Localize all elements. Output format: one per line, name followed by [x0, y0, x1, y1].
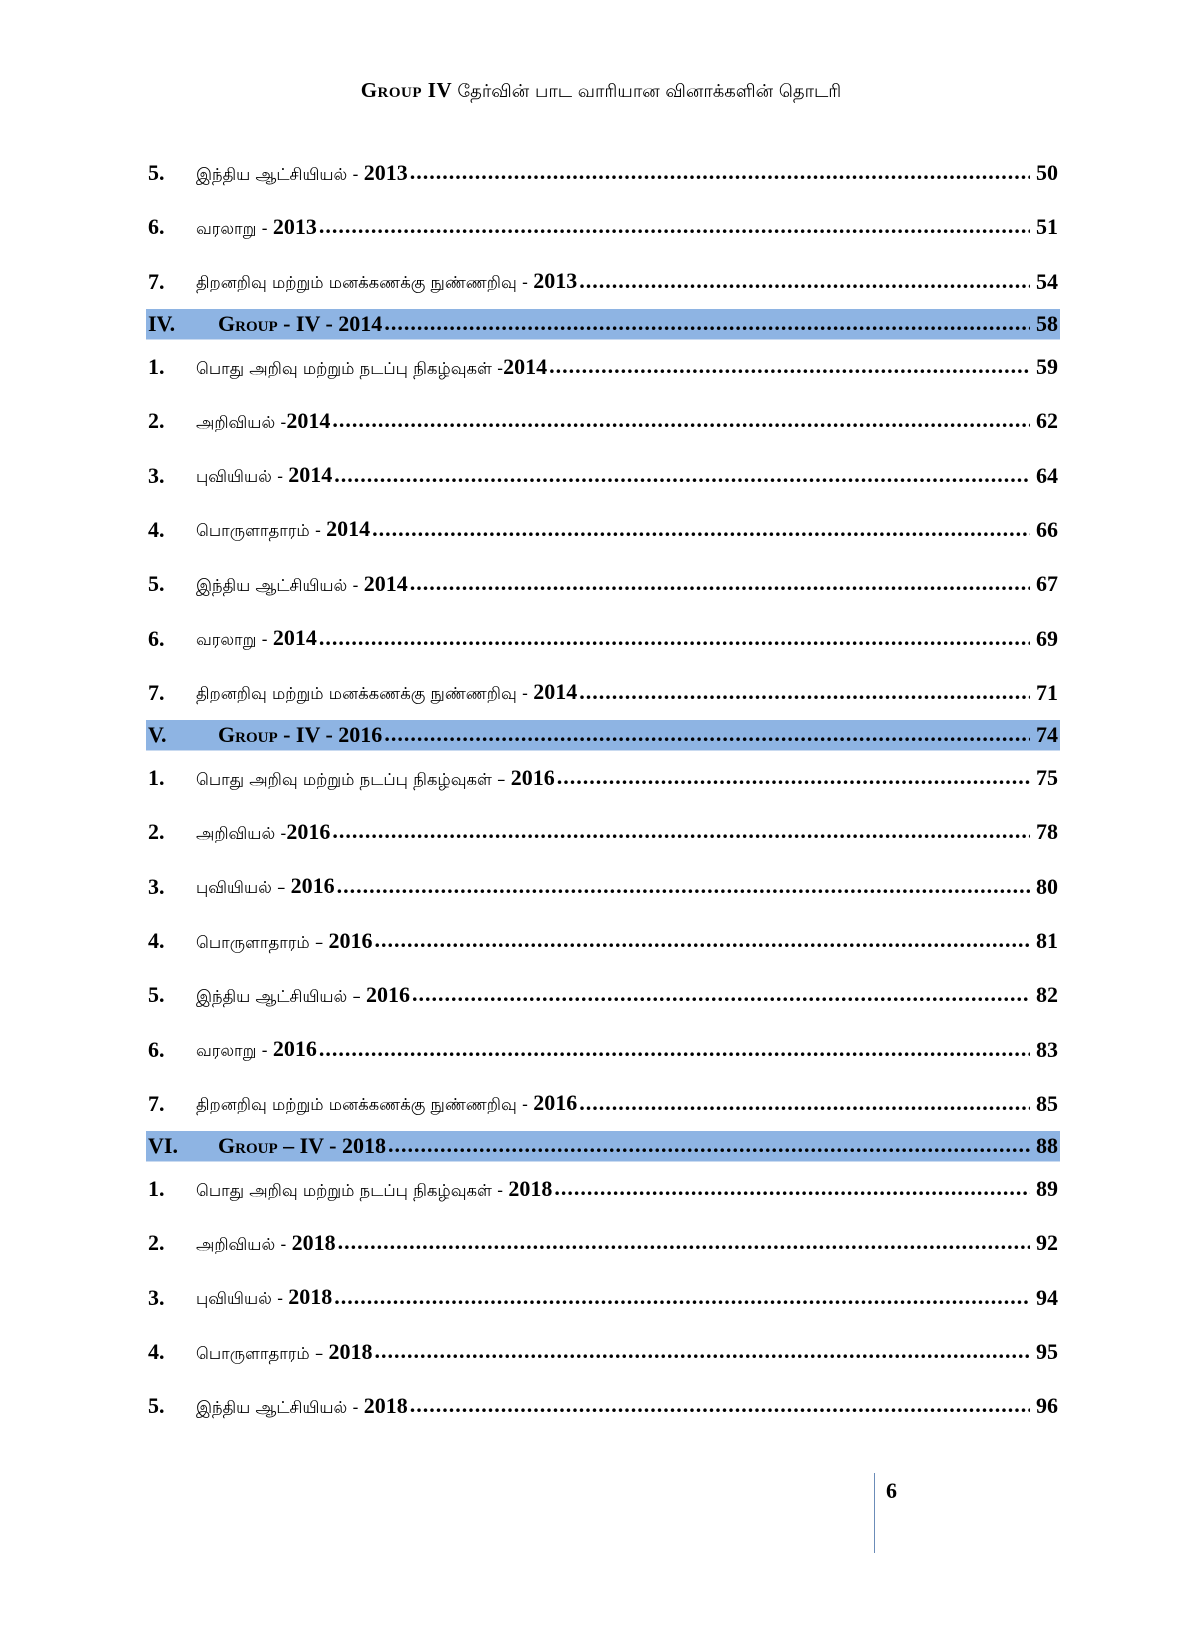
toc-entry-row[interactable] [148, 557, 1058, 611]
toc-number: 7. [148, 679, 165, 705]
toc-title-tamil: பொருளாதாரம் - [196, 521, 327, 541]
toc-number: 3. [148, 873, 165, 899]
toc-entry-row[interactable] [148, 1325, 1058, 1379]
toc-number: 5. [148, 1393, 165, 1419]
toc-title [196, 819, 330, 846]
toc-title [196, 408, 330, 435]
toc-number: IV. [148, 310, 176, 336]
toc-page-number: 78 [1036, 819, 1058, 845]
dot-leader [334, 1284, 1030, 1310]
dot-leader [579, 268, 1030, 294]
toc-title-tamil: புவியியல் - [196, 1289, 289, 1309]
toc-title-year: 2018 [508, 1175, 553, 1201]
toc-title [196, 160, 408, 187]
toc-title-year: 2016 [328, 927, 373, 953]
dot-leader [554, 1175, 1030, 1201]
toc-title-tamil: இந்திய ஆட்சியியல் - [196, 575, 364, 595]
toc-page-number: 95 [1036, 1339, 1058, 1365]
toc-page-number: 88 [1036, 1133, 1058, 1159]
toc-title [196, 354, 547, 381]
toc-title-year: 2014 [363, 570, 408, 596]
header-title-en: Group IV [360, 78, 453, 102]
toc-entry-row[interactable] [148, 146, 1058, 200]
header-title-ta: தேர்வின் பாட வாரியான வினாக்களின் தொடரி [457, 81, 842, 102]
toc-title-year: 2013 [272, 213, 317, 239]
toc-number: 6. [148, 214, 165, 240]
toc-title [196, 1393, 408, 1420]
toc-title-year: 2016 [272, 1036, 317, 1062]
toc-page-number: 62 [1036, 408, 1058, 434]
toc-page-number: 94 [1036, 1284, 1058, 1310]
toc-page-number: 81 [1036, 928, 1058, 953]
toc-title-tamil: இந்திய ஆட்சியியல் – [196, 986, 366, 1006]
dot-leader [384, 721, 1030, 747]
toc-entry-row[interactable] [148, 751, 1058, 805]
toc-entry-row[interactable] [148, 860, 1058, 914]
toc-page-number: 80 [1036, 873, 1058, 899]
toc-page-number: 92 [1036, 1230, 1058, 1256]
toc-title [218, 722, 382, 748]
toc-number: 6. [148, 1036, 165, 1062]
toc-title-tamil: வரலாறு - [196, 1041, 273, 1061]
toc-title [196, 625, 317, 652]
toc-title-tamil: பொருளாதாரம் – [196, 1343, 329, 1363]
toc-title [196, 571, 408, 598]
toc-number: 7. [148, 1090, 165, 1116]
toc-page-number: 71 [1036, 679, 1058, 705]
toc-page-number: 83 [1036, 1036, 1058, 1062]
toc-entry-row[interactable] [148, 1022, 1058, 1076]
toc-page-number: 74 [1036, 721, 1058, 747]
toc-page-number: 50 [1036, 160, 1058, 186]
toc-title-year: Group - IV - 2014 [218, 310, 383, 336]
toc-title-tamil: வரலாறு - [196, 218, 273, 238]
toc-number: 5. [148, 160, 165, 186]
toc-entry-row[interactable] [148, 1379, 1058, 1433]
toc-page-number: 85 [1036, 1090, 1058, 1116]
dot-leader [410, 1392, 1030, 1418]
dot-leader [334, 462, 1030, 488]
toc-title-tamil: திறனறிவு மற்றும் மனக்கணக்கு நுண்ணறிவு - [196, 273, 534, 293]
toc-title-tamil: இந்திய ஆட்சியியல் - [196, 164, 364, 184]
toc-title-year: 2016 [286, 818, 331, 844]
toc-title [196, 765, 555, 792]
toc-title-tamil: திறனறிவு மற்றும் மனக்கணக்கு நுண்ணறிவு - [196, 684, 534, 704]
toc-page-number: 75 [1036, 765, 1058, 791]
dot-leader [338, 1229, 1030, 1255]
toc-page-number: 96 [1036, 1393, 1058, 1419]
toc-entry-row[interactable] [148, 255, 1058, 309]
toc-entry-row[interactable] [148, 1162, 1058, 1216]
toc-title-year: 2016 [366, 981, 410, 1007]
toc-title [196, 516, 370, 543]
toc-entry-row[interactable] [148, 448, 1058, 502]
toc-title-year: 2014 [533, 679, 578, 705]
toc-number: 7. [148, 268, 165, 294]
toc-title-year: Group – IV - 2018 [218, 1133, 386, 1159]
toc-title [196, 982, 410, 1009]
toc-page-number: 89 [1036, 1176, 1058, 1202]
dot-leader [410, 159, 1030, 185]
toc-page-number: 51 [1036, 214, 1058, 240]
toc-title-tamil: திறனறிவு மற்றும் மனக்கணக்கு நுண்ணறிவு - [196, 1095, 534, 1115]
page-header [0, 78, 1202, 104]
toc-title-year: 2014 [286, 407, 331, 433]
toc-title-year: 2018 [328, 1338, 373, 1364]
toc-number: 3. [148, 462, 165, 488]
toc-entry-row[interactable] [148, 200, 1058, 254]
toc-number: 5. [148, 571, 165, 597]
toc-number: 1. [148, 354, 165, 380]
toc-title-tamil: புவியியல் – [196, 878, 291, 898]
toc-entry-row[interactable] [148, 666, 1058, 720]
toc-title-tamil: இந்திய ஆட்சியியல் - [196, 1397, 364, 1417]
toc-number: 5. [148, 982, 165, 1008]
toc-entry-row[interactable] [148, 503, 1058, 557]
dot-leader [319, 1036, 1030, 1062]
toc-section-row[interactable] [146, 309, 1060, 340]
toc-entry-row[interactable] [148, 394, 1058, 448]
toc-title-year: 2016 [290, 873, 335, 899]
toc-title-year: 2018 [363, 1392, 408, 1418]
dot-leader [579, 679, 1030, 705]
toc-number: V. [148, 721, 167, 747]
toc-page-number: 58 [1036, 310, 1058, 336]
toc-title [196, 214, 317, 241]
toc-number: 4. [148, 516, 165, 542]
dot-leader [557, 764, 1030, 790]
dot-leader [332, 818, 1030, 844]
toc-title-year: 2013 [363, 159, 408, 185]
toc-title-year: 2018 [288, 1284, 333, 1310]
page-number: 6 [886, 1478, 897, 1503]
toc-entry-row[interactable] [148, 968, 1058, 1022]
toc-title [218, 1133, 386, 1159]
dot-leader [319, 625, 1030, 651]
dot-leader [410, 570, 1030, 596]
toc-number: 3. [148, 1284, 165, 1310]
dot-leader [579, 1090, 1030, 1116]
dot-leader [332, 407, 1030, 433]
toc-title-tamil: புவியியல் - [196, 467, 289, 487]
toc-title-year: 2014 [326, 516, 371, 542]
toc-title-year: 2016 [533, 1090, 578, 1116]
dot-leader [337, 873, 1030, 899]
toc-title-year: 2014 [272, 625, 317, 651]
dot-leader [384, 310, 1030, 336]
toc-title-year: 2018 [291, 1229, 336, 1255]
toc-page-number: 82 [1036, 982, 1058, 1008]
toc-title [196, 873, 335, 900]
toc-page-number: 54 [1036, 268, 1058, 294]
toc-title [196, 1284, 332, 1311]
dot-leader [374, 1338, 1030, 1364]
toc-title-tamil: பொது அறிவு மற்றும் நடப்பு நிகழ்வுகள் - [196, 1180, 509, 1200]
dot-leader [374, 927, 1030, 953]
footer-divider [874, 1473, 875, 1553]
toc-title [196, 1090, 577, 1117]
toc-title-year: Group - IV - 2016 [218, 721, 383, 747]
toc-section-row[interactable] [146, 1131, 1060, 1162]
toc-title [196, 1036, 317, 1063]
toc-page-number: 64 [1036, 462, 1058, 488]
toc-page-number: 66 [1036, 516, 1058, 542]
toc-entry-row[interactable] [148, 805, 1058, 859]
toc-entry-row[interactable] [148, 1077, 1058, 1131]
toc-number: 1. [148, 1176, 165, 1202]
toc-title [218, 311, 382, 337]
toc-page-number: 59 [1036, 354, 1058, 380]
toc-section-row[interactable] [146, 720, 1060, 751]
toc-title-year: 2014 [503, 353, 548, 379]
toc-number: 4. [148, 1339, 165, 1365]
toc-title-tamil: பொது அறிவு மற்றும் நடப்பு நிகழ்வுகள் – [196, 769, 511, 789]
toc-title-tamil: அறிவியல் - [196, 1234, 292, 1254]
dot-leader [372, 516, 1030, 542]
dot-leader [412, 981, 1030, 1007]
toc-entry-row[interactable] [148, 914, 1058, 968]
dot-leader [549, 353, 1030, 379]
toc-title [196, 1339, 372, 1366]
toc-title [196, 1176, 552, 1203]
toc-number: 2. [148, 1230, 165, 1256]
dot-leader [388, 1132, 1030, 1158]
toc-page-number: 69 [1036, 625, 1058, 651]
toc-title [196, 268, 577, 295]
toc-page-number: 67 [1036, 571, 1058, 597]
toc-number: VI. [148, 1133, 178, 1159]
toc-entry-row[interactable] [148, 611, 1058, 665]
toc-title [196, 1230, 336, 1257]
toc-number: 2. [148, 819, 165, 845]
toc-number: 2. [148, 408, 165, 434]
toc-entry-row[interactable] [148, 1216, 1058, 1270]
toc-title [196, 679, 577, 706]
dot-leader [319, 213, 1030, 239]
toc-title-tamil: அறிவியல் - [196, 412, 287, 432]
table-of-contents [148, 146, 1058, 1434]
toc-title-year: 2016 [510, 764, 555, 790]
toc-title-year: 2014 [288, 462, 333, 488]
toc-title-tamil: வரலாறு - [196, 630, 273, 650]
toc-entry-row[interactable] [148, 1271, 1058, 1325]
toc-title-tamil: பொது அறிவு மற்றும் நடப்பு நிகழ்வுகள் - [196, 358, 504, 378]
toc-title-tamil: அறிவியல் - [196, 823, 287, 843]
toc-title-tamil: பொருளாதாரம் – [196, 932, 329, 952]
toc-number: 6. [148, 625, 165, 651]
toc-entry-row[interactable] [148, 340, 1058, 394]
toc-title-year: 2013 [533, 268, 578, 294]
toc-title [196, 462, 332, 489]
toc-number: 4. [148, 928, 165, 953]
toc-number: 1. [148, 765, 165, 791]
toc-title [196, 928, 372, 955]
